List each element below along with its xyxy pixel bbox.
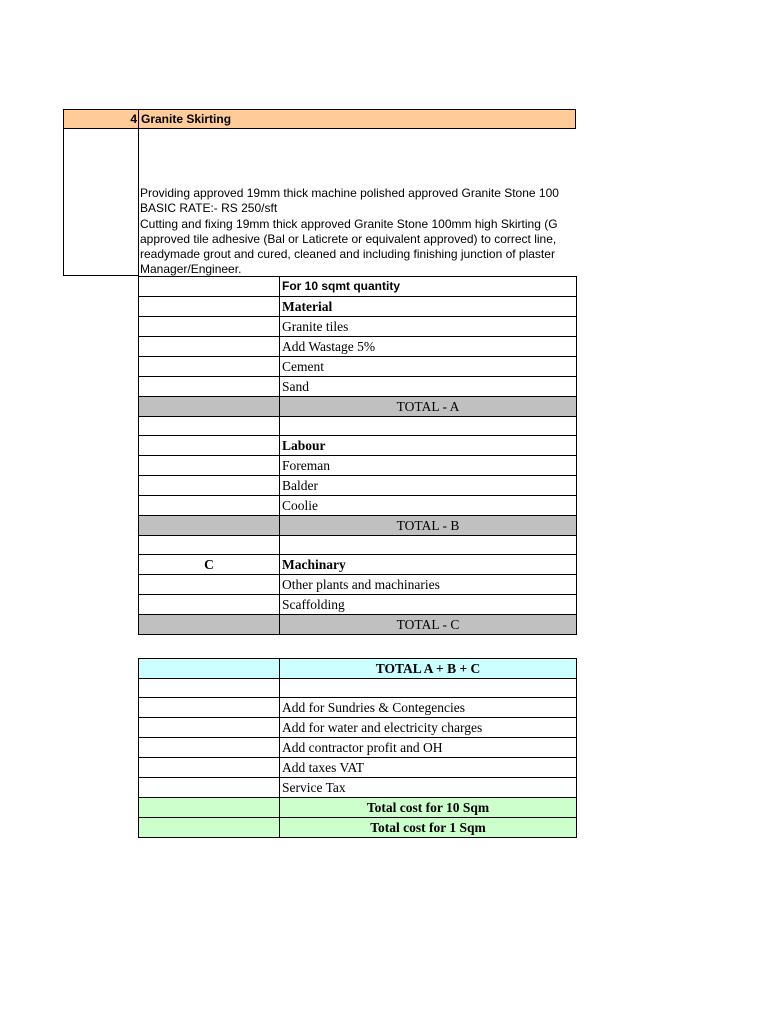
table-row <box>139 555 577 575</box>
table-cell[interactable] <box>139 297 280 317</box>
labour-heading-cell[interactable]: Labour <box>280 436 577 456</box>
machinary-code-cell[interactable]: C <box>139 555 280 575</box>
table-row <box>139 337 577 357</box>
grand-total-cell[interactable]: TOTAL A + B + C <box>280 659 577 679</box>
description-line: Manager/Engineer. <box>140 262 242 276</box>
table-row <box>139 758 577 778</box>
table-cell[interactable] <box>139 456 280 476</box>
table-cell[interactable] <box>139 798 280 818</box>
table-cell[interactable] <box>280 536 577 555</box>
table-row <box>139 698 577 718</box>
table-cell[interactable] <box>139 496 280 516</box>
table-cell[interactable] <box>139 595 280 615</box>
table-cell[interactable] <box>139 536 280 555</box>
table-row <box>139 377 577 397</box>
table-row <box>139 317 577 337</box>
basic-rate-line: BASIC RATE:- RS 250/sft <box>140 201 278 216</box>
table-cell[interactable] <box>139 337 280 357</box>
rate-analysis-table <box>138 276 577 635</box>
addition-item-cell[interactable]: Add contractor profit and OH <box>280 738 577 758</box>
table-cell[interactable] <box>139 417 280 436</box>
description-line: Providing approved 19mm thick machine polished approved Granite Stone 100 <box>140 186 559 200</box>
table-row <box>139 436 577 456</box>
table-cell[interactable] <box>139 698 280 718</box>
table-cell[interactable] <box>139 818 280 838</box>
table-row <box>139 778 577 798</box>
subtotal-row <box>139 615 577 635</box>
table-cell[interactable] <box>139 679 280 698</box>
description-line: readymade grout and cured, cleaned and including finishing junction of plaster <box>140 247 555 262</box>
total-c-cell[interactable]: TOTAL - C <box>280 615 577 635</box>
machinary-heading-cell[interactable]: Machinary <box>280 555 577 575</box>
table-row <box>139 476 577 496</box>
machinary-item-cell[interactable]: Other plants and machinaries <box>280 575 577 595</box>
table-cell[interactable] <box>139 778 280 798</box>
table-cell[interactable] <box>139 516 280 536</box>
labour-item-cell[interactable]: Coolie <box>280 496 577 516</box>
table-row <box>139 496 577 516</box>
table-row <box>139 679 577 698</box>
table-cell[interactable] <box>139 738 280 758</box>
table-cell[interactable] <box>139 615 280 635</box>
table-cell[interactable] <box>139 758 280 778</box>
addition-item-cell[interactable]: Add for Sundries & Contegencies <box>280 698 577 718</box>
item-title-cell[interactable]: Granite Skirting <box>138 109 576 129</box>
addition-item-cell[interactable]: Add for water and electricity charges <box>280 718 577 738</box>
machinary-item-cell[interactable]: Scaffolding <box>280 595 577 615</box>
table-cell[interactable] <box>139 357 280 377</box>
table-row <box>139 297 577 317</box>
grand-total-row <box>139 659 577 679</box>
subtotal-row <box>139 516 577 536</box>
table-row <box>139 575 577 595</box>
total-10-sqm-cell[interactable]: Total cost for 10 Sqm <box>280 798 577 818</box>
table-row <box>139 456 577 476</box>
labour-item-cell[interactable]: Balder <box>280 476 577 496</box>
table-cell[interactable] <box>139 397 280 417</box>
description-index-cell[interactable] <box>63 129 139 276</box>
table-row <box>139 357 577 377</box>
final-total-row <box>139 798 577 818</box>
material-item-cell[interactable]: Granite tiles <box>280 317 577 337</box>
table-row <box>139 738 577 758</box>
table-cell[interactable] <box>139 277 280 297</box>
total-a-cell[interactable]: TOTAL - A <box>280 397 577 417</box>
table-row <box>139 718 577 738</box>
final-total-row <box>139 818 577 838</box>
quantity-header-cell[interactable]: For 10 sqmt quantity <box>280 277 577 297</box>
item-number-cell[interactable]: 4 <box>63 109 139 129</box>
table-row <box>139 595 577 615</box>
totals-table <box>138 658 577 838</box>
item-description-cell[interactable] <box>140 186 576 276</box>
addition-item-cell[interactable]: Service Tax <box>280 778 577 798</box>
material-item-cell[interactable]: Sand <box>280 377 577 397</box>
table-cell[interactable] <box>280 417 577 436</box>
material-item-cell[interactable]: Cement <box>280 357 577 377</box>
total-1-sqm-cell[interactable]: Total cost for 1 Sqm <box>280 818 577 838</box>
description-line: approved tile adhesive (Bal or Laticrete or equivalent approved) to correct line, <box>140 231 557 246</box>
table-row <box>139 277 577 297</box>
table-cell[interactable] <box>280 679 577 698</box>
addition-item-cell[interactable]: Add taxes VAT <box>280 758 577 778</box>
table-cell[interactable] <box>139 377 280 397</box>
labour-item-cell[interactable]: Foreman <box>280 456 577 476</box>
table-row <box>139 417 577 436</box>
table-cell[interactable] <box>139 317 280 337</box>
table-cell[interactable] <box>139 476 280 496</box>
material-heading-cell[interactable]: Material <box>280 297 577 317</box>
material-item-cell[interactable]: Add Wastage 5% <box>280 337 577 357</box>
subtotal-row <box>139 397 577 417</box>
table-row <box>139 536 577 555</box>
description-line: Cutting and fixing 19mm thick approved Granite Stone 100mm high Skirting (G <box>140 216 558 231</box>
table-cell[interactable] <box>139 718 280 738</box>
total-b-cell[interactable]: TOTAL - B <box>280 516 577 536</box>
table-cell[interactable] <box>139 575 280 595</box>
table-cell[interactable] <box>139 436 280 456</box>
table-cell[interactable] <box>139 659 280 679</box>
